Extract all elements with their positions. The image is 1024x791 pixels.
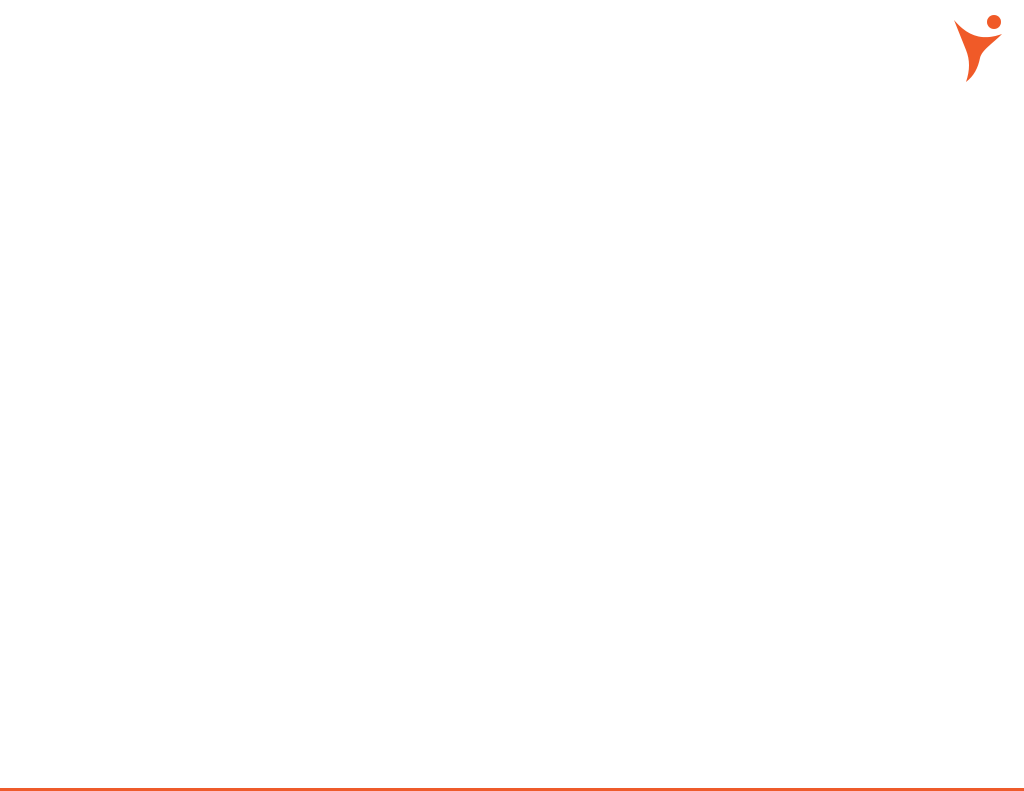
logo-figure-icon <box>952 12 1008 82</box>
elastoproxy-logo[interactable] <box>785 10 1010 82</box>
header <box>0 0 1024 88</box>
footer <box>0 736 1024 791</box>
